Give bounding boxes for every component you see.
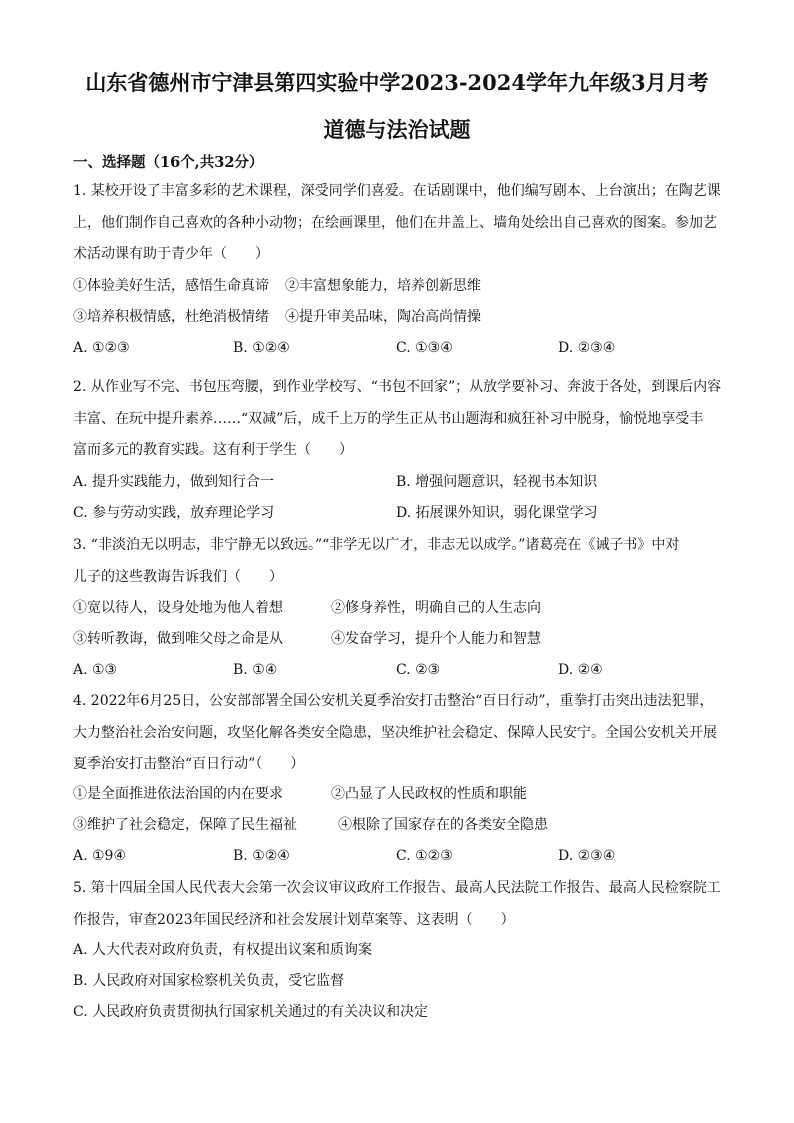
option-c[interactable]: C. ②③ (396, 662, 441, 678)
statement-4: ④提升审美品味，陶冶高尚情操 (285, 309, 481, 325)
option-a[interactable]: A. 提升实践能力，做到知行合一 (73, 474, 275, 490)
question-1-options (73, 333, 725, 365)
question-4-line-3: 夏季治安打击整治“百日行动”（ ） (73, 756, 305, 772)
option-a[interactable]: A. ①9④ (73, 848, 127, 864)
statement-1: ①体验美好生活，感悟生命真谛 (73, 278, 269, 294)
question-2-stem (73, 372, 725, 467)
exam-subtitle: 道德与法治试题 (323, 117, 471, 142)
option-b[interactable]: B. ①④ (233, 662, 278, 678)
statement-4: ④根除了国家存在的各类安全隐患 (338, 817, 548, 833)
question-3-statements-row-2 (73, 624, 725, 656)
question-4-line-1: 4. 2022年6月25日，公安部部署全国公安机关夏季治安打击整治“百日行动”，重拳打击突出违法犯罪， (73, 693, 714, 709)
question-2-options-row-1 (73, 467, 725, 499)
question-2-line-1: 2. 从作业写不完、书包压弯腰，到作业学校写、“书包不回家”；从放学要补习、奔波于各处，到课后内容 (73, 379, 722, 395)
exam-title: 山东省德州市宁津县第四实验中学2023-2024学年九年级3月月考 (85, 70, 709, 95)
statement-1: ①宽以待人，设身处地为他人着想 (73, 600, 283, 616)
option-b[interactable]: B. ①②④ (233, 340, 290, 356)
question-3-options (73, 655, 725, 687)
question-5-line-1: 5. 第十四届全国人民代表大会第一次会议审议政府工作报告、最高人民法院工作报告、最高人民检察院工 (73, 880, 721, 896)
question-3-line-2: 儿子的这些教诲告诉我们（ ） (73, 568, 283, 585)
option-d[interactable]: D. ②④ (558, 662, 603, 678)
option-d[interactable]: D. ②③④ (558, 340, 616, 356)
question-1-statements-row-2 (73, 302, 725, 334)
question-4-options (73, 841, 725, 873)
option-b[interactable]: B. 增强问题意识，轻视书本知识 (396, 474, 598, 490)
question-1-statements-row-1 (73, 271, 725, 303)
question-4-line-2: 大力整治社会治安问题，攻坚化解各类安全隐患，坚决维护社会稳定、保障人民安宁。全国公安机关开展 (73, 724, 717, 741)
question-5-stem (73, 873, 725, 936)
question-3-line-1: 3. “非淡泊无以明志，非宁静无以致远。”“非学无以广才，非志无以成学。”诸葛亮在《诫子书》中对 (73, 537, 680, 553)
option-b[interactable]: B. ①②④ (233, 848, 290, 864)
option-b[interactable]: B. 人民政府对国家检察机关负责，受它监督 (73, 973, 345, 989)
question-1-line-1: 1. 某校开设了丰富多彩的艺术课程，深受同学们喜爱。在话剧课中，他们编写剧本、上台演出；在陶艺课 (73, 183, 721, 199)
question-5-option-b-row (73, 966, 725, 998)
question-2-line-3: 富而多元的教育实践。这有利于学生（ ） (73, 442, 353, 458)
question-5-option-a-row (73, 935, 725, 967)
statement-3: ③维护了社会稳定，保障了民生福祉 (73, 817, 297, 833)
statement-2: ②丰富想象能力，培养创新思维 (285, 278, 481, 294)
question-3-statements-row-1 (73, 593, 725, 625)
option-c[interactable]: C. ①③④ (396, 340, 453, 356)
statement-4: ④发奋学习，提升个人能力和智慧 (331, 631, 541, 647)
statement-2: ②修身养性，明确自己的人生志向 (331, 600, 541, 616)
option-a[interactable]: A. 人大代表对政府负责，有权提出议案和质询案 (73, 942, 373, 958)
question-1-stem (73, 176, 725, 271)
statement-3: ③转听教诲，做到唯父母之命是从 (73, 631, 283, 647)
question-3-stem (73, 530, 725, 593)
option-c[interactable]: C. 参与劳动实践，放弃理论学习 (73, 505, 275, 521)
statement-3: ③培养积极情感，杜绝消极情绪 (73, 309, 269, 325)
option-a[interactable]: A. ①③ (73, 662, 118, 678)
question-5-option-c-row (73, 997, 725, 1029)
question-2-options-row-2 (73, 498, 725, 530)
option-c[interactable]: C. 人民政府负责贯彻执行国家机关通过的有关决议和决定 (73, 1004, 429, 1020)
section-heading: 一、选择题（16个,共32分） (73, 154, 264, 171)
question-4-stem (73, 686, 725, 781)
question-1-line-3: 术活动课有助于青少年（ ） (73, 246, 269, 262)
question-1-line-2: 上，他们制作自己喜欢的各种小动物；在绘画课里，他们在井盖上、墙角处绘出自己喜欢的图案。参加艺 (73, 214, 717, 231)
statement-1: ①是全面推进依法治国的内在要求 (73, 786, 283, 802)
option-d[interactable]: D. 拓展课外知识，弱化课堂学习 (396, 505, 598, 521)
statement-2: ②凸显了人民政权的性质和职能 (331, 786, 527, 802)
option-c[interactable]: C. ①②③ (396, 848, 453, 864)
question-4-statements-row-1 (73, 779, 725, 811)
question-2-line-2: 丰富、在玩中提升素养……“双减”后，成千上万的学生正从书山题海和疯狂补习中脱身，愉悦地享受丰 (73, 410, 704, 427)
question-5-line-2: 作报告，审查2023年国民经济和社会发展计划草案等、这表明（ ） (73, 911, 515, 928)
option-a[interactable]: A. ①②③ (73, 340, 130, 356)
option-d[interactable]: D. ②③④ (558, 848, 616, 864)
question-4-statements-row-2 (73, 810, 725, 842)
